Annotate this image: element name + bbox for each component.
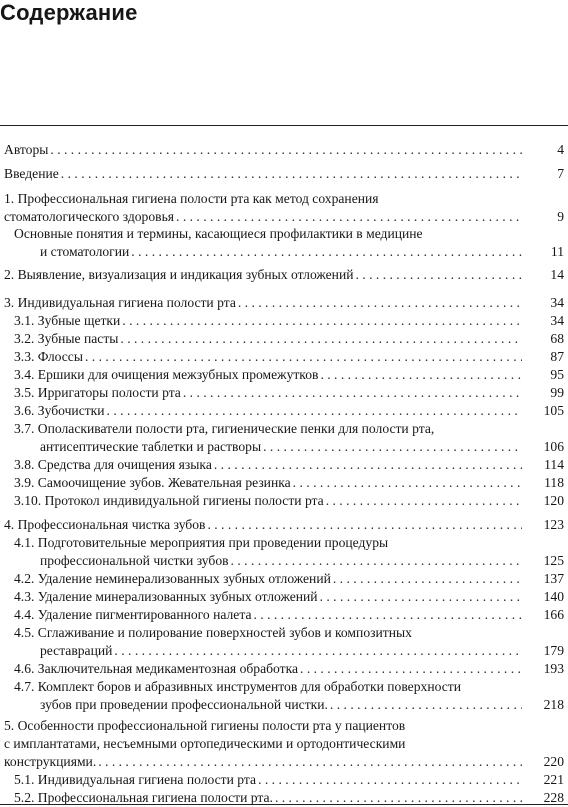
- toc-entry-line: [4, 141, 526, 159]
- dot-leader: [214, 456, 522, 474]
- dot-leader: [293, 474, 522, 492]
- dot-leader: [330, 696, 522, 714]
- toc-entry-line: [14, 570, 526, 588]
- toc-entry-title: 3.2. Зубные пасты: [14, 331, 119, 346]
- toc-entry-title: 3.1. Зубные щетки: [14, 313, 121, 328]
- toc-entry-title: 3.9. Самоочищение зубов. Жевательная резинка: [14, 475, 291, 490]
- toc-page-number: 218: [543, 697, 564, 712]
- toc-entry-title: 3.6. Зубочистки: [14, 403, 105, 418]
- dot-leader: [122, 312, 522, 330]
- toc-entry-title: 3.7. Ополаскиватели полости рта, гигиенические пенки для полости рта,: [14, 421, 435, 436]
- toc-entry-title: 2. Выявление, визуализация и индикация зубных отложений: [4, 267, 354, 282]
- dot-leader: [131, 243, 522, 261]
- dot-leader: [207, 516, 522, 534]
- toc-page-number: 137: [543, 571, 564, 586]
- toc-page-number: 179: [543, 643, 564, 658]
- toc-entry-title: 3.10. Протокол индивидуальной гигиены полости рта: [14, 493, 324, 508]
- toc-page-number: 140: [543, 589, 564, 604]
- dot-leader: [61, 165, 522, 183]
- toc-page-number: 193: [543, 661, 564, 676]
- toc-entry-title: Авторы: [4, 142, 49, 157]
- dot-leader: [107, 402, 522, 420]
- dot-leader: [50, 141, 522, 159]
- toc-page-number: 7: [557, 166, 564, 181]
- bottom-divider: [0, 804, 568, 805]
- toc-entry-line: [14, 771, 526, 789]
- dot-leader: [333, 570, 522, 588]
- toc-entry-title: зубов при проведении профессиональной чистки.: [40, 697, 328, 712]
- toc-entry-line: [14, 366, 526, 384]
- toc-page-number: 220: [543, 754, 564, 769]
- toc-entry-title: 3.8. Средства для очищения языка: [14, 457, 212, 472]
- toc-entry-title: 4.5. Сглаживание и полирование поверхностей зубов и композитных: [14, 625, 412, 640]
- toc-page-number: 68: [550, 331, 564, 346]
- toc-entry-title: Основные понятия и термины, касающиеся профилактики в медицине: [14, 226, 423, 241]
- toc-entry-line: [4, 735, 405, 753]
- toc-entry-title: реставраций: [40, 643, 113, 658]
- toc-entry-line: [14, 474, 526, 492]
- toc-entry-title: 4.7. Комплект боров и абразивных инструментов для обработки поверхности: [14, 679, 461, 694]
- toc-entry-title: 5. Особенности профессиональной гигиены полости рта у пациентов: [4, 718, 406, 733]
- toc-page-number: 95: [550, 367, 564, 382]
- toc-entry-title: 4.6. Заключительная медикаментозная обработка: [14, 661, 299, 676]
- toc-page-number: 4: [557, 142, 564, 157]
- dot-leader: [238, 294, 522, 312]
- dot-leader: [326, 492, 522, 510]
- toc-entry-line: [40, 642, 526, 660]
- toc-entry-line: [4, 190, 379, 208]
- toc-entry-title: 5.1. Индивидуальная гигиена полости рта: [14, 772, 257, 787]
- toc-entry-title: с имплантатами, несъемными ортопедическими и ортодонтическими: [4, 736, 406, 751]
- dot-leader: [231, 552, 522, 570]
- toc-entry-title: 3.3. Флоссы: [14, 349, 83, 364]
- toc-page-number: 118: [544, 475, 564, 490]
- toc-entry-line: [14, 660, 526, 678]
- toc-entry-line: [14, 606, 526, 624]
- toc-entry-title: антисептические таблетки и растворы: [40, 439, 262, 454]
- toc-page-number: 106: [543, 439, 564, 454]
- toc-entry-title: 4.1. Подготовительные мероприятия при проведении процедуры: [14, 535, 389, 550]
- toc-page-number: 34: [550, 313, 564, 328]
- dot-leader: [300, 660, 522, 678]
- toc-page-number: 105: [543, 403, 564, 418]
- dot-leader: [258, 771, 522, 789]
- toc-entry-title: 3.5. Ирригаторы полости рта: [14, 385, 181, 400]
- toc-entry-line: [14, 312, 526, 330]
- dot-leader: [253, 606, 522, 624]
- dot-leader: [263, 438, 522, 456]
- toc-entry-line: [14, 402, 526, 420]
- toc-entry-title: 4.4. Удаление пигментированного налета: [14, 607, 252, 622]
- toc-entry-line: [40, 696, 526, 714]
- toc-entry-line: [14, 588, 526, 606]
- toc-entry-line: [14, 225, 423, 243]
- toc-page-number: 221: [543, 772, 564, 787]
- toc-page-number: 14: [550, 267, 564, 282]
- toc-entry-line: [14, 330, 526, 348]
- toc-entry-title: 4.2. Удаление неминерализованных зубных отложений: [14, 571, 331, 586]
- toc-page-number: 114: [544, 457, 564, 472]
- toc-entry-title: 5.2. Профессиональная гигиена полости рта.: [14, 790, 273, 805]
- toc-entry-title: профессиональной чистки зубов: [40, 553, 229, 568]
- toc-entry-line: [40, 552, 526, 570]
- top-divider: [0, 125, 568, 126]
- toc-entry-line: [4, 753, 526, 771]
- toc-entry-title: Введение: [4, 166, 59, 181]
- toc-entry-line: [14, 420, 434, 438]
- toc-page-number: 123: [543, 517, 564, 532]
- toc-entry-title: конструкциями.: [4, 754, 97, 769]
- toc-entry-line: [40, 243, 526, 261]
- page-title: Содержание: [0, 0, 138, 25]
- toc-page-number: 228: [543, 790, 564, 805]
- dot-leader: [114, 642, 522, 660]
- toc-entry-title: 1. Профессиональная гигиена полости рта как метод сохранения: [4, 191, 379, 206]
- toc-page-number: 87: [550, 349, 564, 364]
- toc-entry-line: [4, 208, 526, 226]
- toc-entry-line: [14, 348, 526, 366]
- toc-page-number: 11: [550, 244, 564, 259]
- toc-entry-line: [14, 384, 526, 402]
- toc-entry-line: [4, 266, 526, 284]
- toc-entry-line: [4, 165, 526, 183]
- toc-entry-title: 4.3. Удаление минерализованных зубных отложений: [14, 589, 318, 604]
- dot-leader: [320, 366, 522, 384]
- toc-entry-title: 3. Индивидуальная гигиена полости рта: [4, 295, 236, 310]
- toc-entry-line: [4, 717, 405, 735]
- toc-entry-line: [14, 492, 526, 510]
- toc-page-number: 125: [543, 553, 564, 568]
- toc-entry-line: [14, 678, 461, 696]
- dot-leader: [120, 330, 522, 348]
- toc-page-number: 166: [543, 607, 564, 622]
- toc-entry-title: 3.4. Ершики для очищения межзубных промежутков: [14, 367, 319, 382]
- dot-leader: [85, 348, 522, 366]
- dot-leader: [98, 753, 522, 771]
- toc-entry-line: [4, 516, 526, 534]
- dot-leader: [176, 208, 522, 226]
- toc-page-number: 34: [550, 295, 564, 310]
- toc-entry-title: и стоматологии: [40, 244, 130, 259]
- toc-entry-line: [4, 294, 526, 312]
- toc-entry-title: 4. Профессиональная чистка зубов: [4, 517, 206, 532]
- toc-entry-line: [14, 456, 526, 474]
- toc-entry-line: [14, 534, 388, 552]
- toc-page-number: 120: [543, 493, 564, 508]
- toc-page-number: 9: [557, 209, 564, 224]
- toc-entry-line: [40, 438, 526, 456]
- dot-leader: [320, 588, 522, 606]
- toc-entry-line: [14, 624, 412, 642]
- toc-entry-title: стоматологического здоровья: [4, 209, 175, 224]
- dot-leader: [183, 384, 522, 402]
- toc-page-number: 99: [550, 385, 564, 400]
- dot-leader: [356, 266, 523, 284]
